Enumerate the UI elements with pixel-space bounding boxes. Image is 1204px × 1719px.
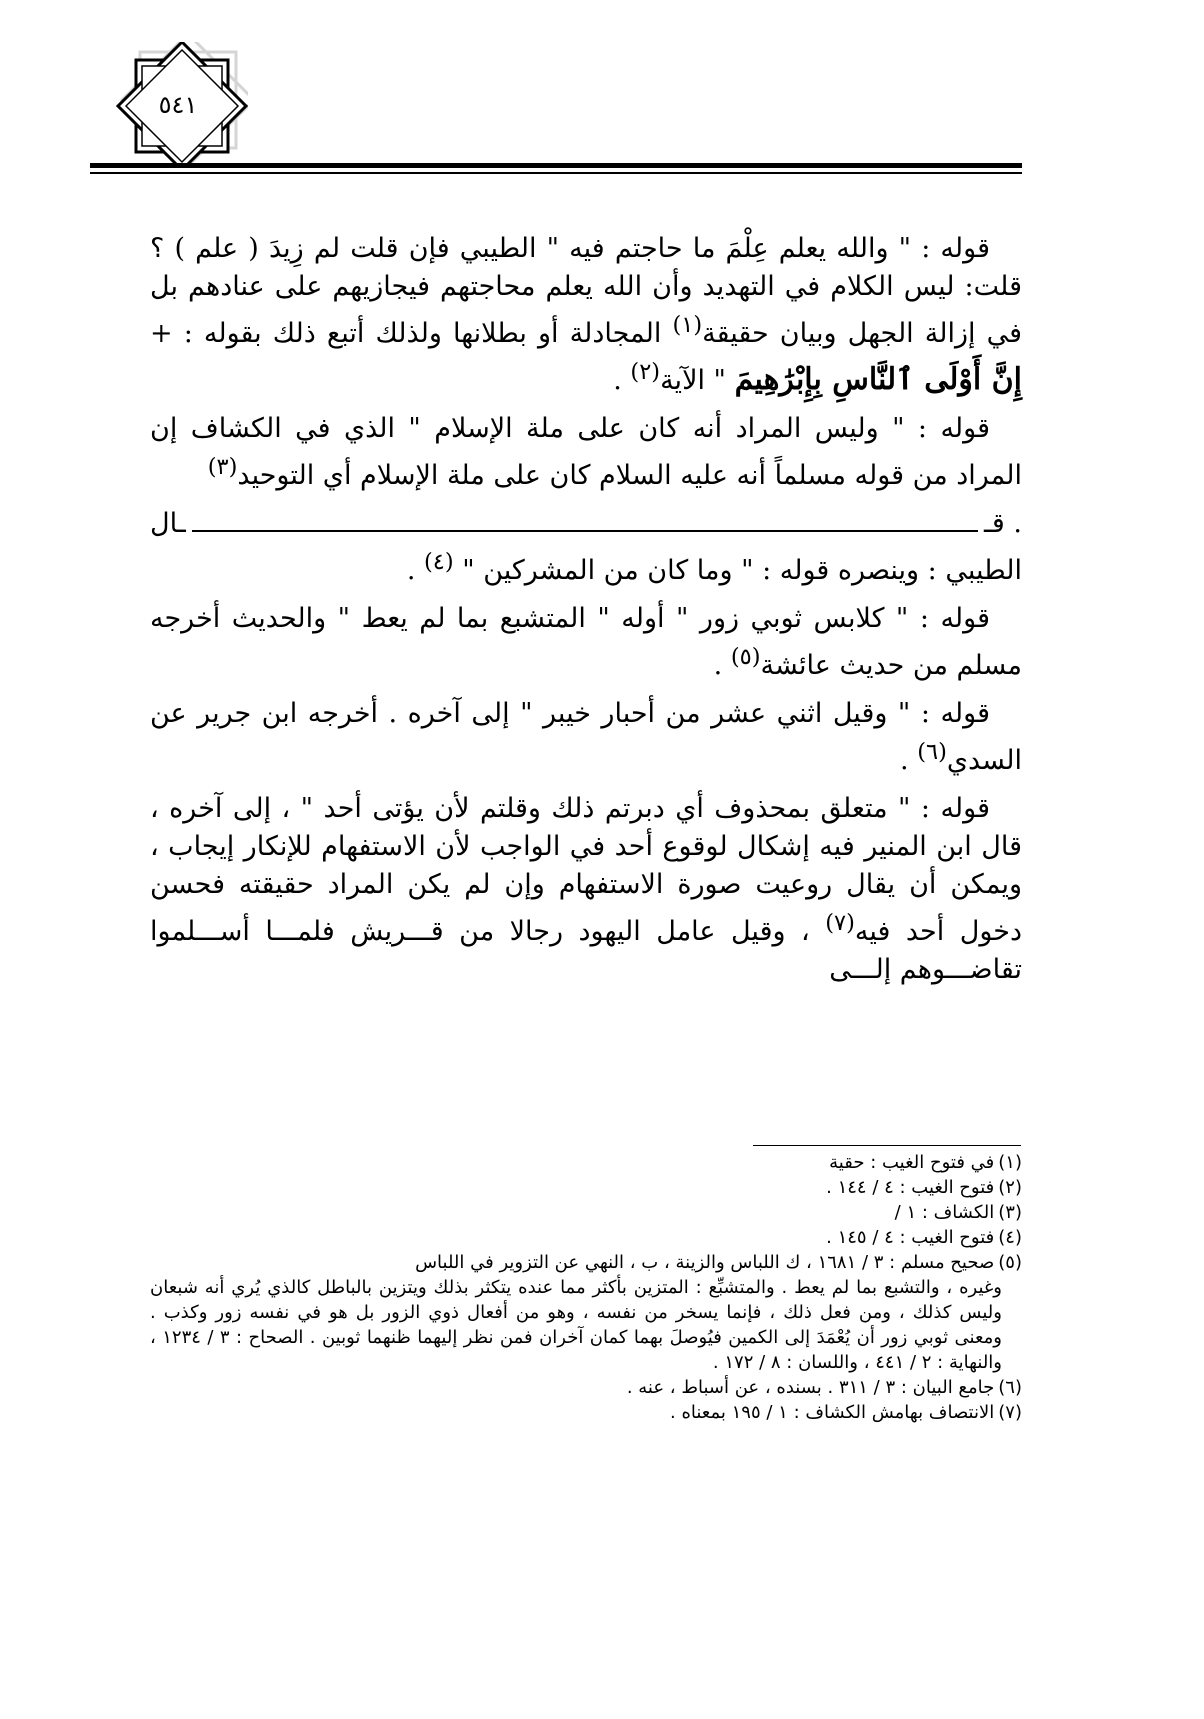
paragraph-text: . [900, 745, 918, 776]
paragraph-1 [150, 230, 1022, 400]
footnote-ref[interactable]: (٤) [423, 549, 454, 575]
stretched-line [150, 505, 1022, 543]
paragraph-text: الطيبي : وينصره قوله : " وما كان من المشركين " [453, 555, 1022, 586]
split-word-start: . قـ [984, 508, 1022, 539]
paragraph-text: . [613, 365, 631, 396]
footnote-number: (٥) [998, 1252, 1022, 1273]
footnote-5-continuation [150, 1275, 1022, 1375]
paragraph-text: قوله : " متعلق بمحذوف أي دبرتم ذلك وقلتم لأن يؤتى أحد " ، إلى آخره ، قال ابن المنير فيه إشكال لوقوع أحد في الواجب لأن الاستفهام للإنكار إيجاب ، ويمكن أن يقال روعيت صورة الاستفهام وإن لم يكن المراد حقيقته فحسن دخول أحد فيه [150, 793, 1022, 947]
paragraph-text: المجادلة أو بطلانها ولذلك أتبع ذلك بقوله : + [150, 318, 673, 349]
footnote-3 [150, 1200, 1022, 1225]
kashida-line [192, 530, 978, 532]
paragraph-2 [150, 410, 1022, 495]
split-word-end: ـال [150, 508, 186, 539]
paragraph-5 [150, 790, 1022, 989]
paragraph-text: قوله : " وقيل اثني عشر من أحبار خيبر " إلى آخره . أخرجه ابن جرير عن السدي [150, 698, 1022, 776]
paragraph-4 [150, 695, 1022, 780]
footnote-1 [150, 1150, 1022, 1175]
paragraph-text: ، وقيل عامل اليهود رجالا من قـــريش فلمـــا أســـلموا تقاضـــوهم إلـــى [150, 916, 1022, 985]
main-text [150, 230, 1022, 999]
footnote-text: الكشاف : ١ / [894, 1202, 995, 1223]
footnote-text: فتوح الغيب : ٤ / ١٤٤ . [826, 1177, 995, 1198]
footnote-text: جامع البيان : ٣ / ٣١١ . بسنده ، عن أسباط ، عنه . [626, 1377, 995, 1398]
footnote-number: (٦) [998, 1377, 1022, 1398]
paragraph-text: . [713, 650, 731, 681]
page-number: ٥٤١ [158, 91, 198, 119]
footnote-ref[interactable]: (٦) [917, 739, 947, 765]
footnote-ref[interactable]: (٣) [207, 454, 238, 480]
quran-verse: إِنَّ أَوْلَى ٱلنَّاسِ بِإِبْرَٰهِيمَ [734, 362, 1022, 397]
paragraph-2-tail [150, 543, 1022, 590]
footnote-ref[interactable]: (٧) [825, 910, 855, 936]
footnote-ref[interactable]: (١) [672, 312, 703, 338]
footnote-ref[interactable]: (٢) [630, 359, 661, 385]
footnote-text: في فتوح الغيب : حقية [829, 1152, 995, 1173]
footnote-number: (١) [998, 1152, 1022, 1173]
footnote-ref[interactable]: (٥) [730, 644, 761, 670]
footnote-text: فتوح الغيب : ٤ / ١٤٥ . [826, 1227, 995, 1248]
paragraph-text: قوله : " والله يعلم عِلْمَ ما حاجتم فيه " الطيبي فإن قلت لم زِيدَ ( علم ) ؟ قلت: ليس الكلام في التهديد وأن الله يعلم محاجتهم فيجازيهم على عنادهم بل في إزالة الجهل وبيان حقيقة [150, 233, 1022, 349]
footnote-number: (٢) [998, 1177, 1022, 1198]
footnote-2 [150, 1175, 1022, 1200]
paragraph-text: " الآية [660, 365, 735, 396]
page-number-badge [108, 42, 248, 168]
header-rule-thick [90, 163, 1022, 168]
footnote-number: (٤) [998, 1227, 1022, 1248]
paragraph-3 [150, 600, 1022, 685]
footnote-5 [150, 1250, 1022, 1275]
header-rule-thin [90, 172, 1022, 174]
paragraph-text: . [406, 555, 424, 586]
footnote-number: (٧) [998, 1402, 1022, 1423]
footnote-separator [753, 1145, 1021, 1146]
footnote-text: وغيره ، والتشبع بما لم يعط . والمتشبِّع : المتزين بأكثر مما عنده يتكثر بذلك ويتزين بالباطل كالذي يُري أنه شبعان وليس كذلك ، ومن فعل ذلك ، فإنما يسخر من نفسه ، وهو من أفعال ذوي الزور بل هو في نفسه زور وكذب . ومعنى ثوبي زور أن يُعْمَدَ إلى الكمين فيُوصلَ بهما كمان آخران فمن نظر إليهما ظنهما ثوبين . الصحاح : ٣ / ١٢٣٤ ، والنهاية : ٢ / ٤٤١ ، واللسان : ٨ / ١٧٢ . [150, 1277, 1003, 1373]
footnote-7 [150, 1400, 1022, 1425]
paragraph-text: قوله : " وليس المراد أنه كان على ملة الإسلام " الذي في الكشاف إن المراد من قوله مسلماً أنه عليه السلام كان على ملة الإسلام أي التوحيد [150, 413, 1022, 491]
footnote-text: صحيح مسلم : ٣ / ١٦٨١ ، ك اللباس والزينة ، ب ، النهي عن التزوير في اللباس [415, 1252, 995, 1273]
footnote-6 [150, 1375, 1022, 1400]
footnote-number: (٣) [998, 1202, 1022, 1223]
paragraph-text: قوله : " كلابس ثوبي زور " أوله " المتشبع بما لم يعط " والحديث أخرجه مسلم من حديث عائشة [150, 603, 1022, 681]
footnote-4 [150, 1225, 1022, 1250]
footnote-text: الانتصاف بهامش الكشاف : ١ / ١٩٥ بمعناه . [670, 1402, 995, 1423]
footnotes [150, 1150, 1022, 1425]
